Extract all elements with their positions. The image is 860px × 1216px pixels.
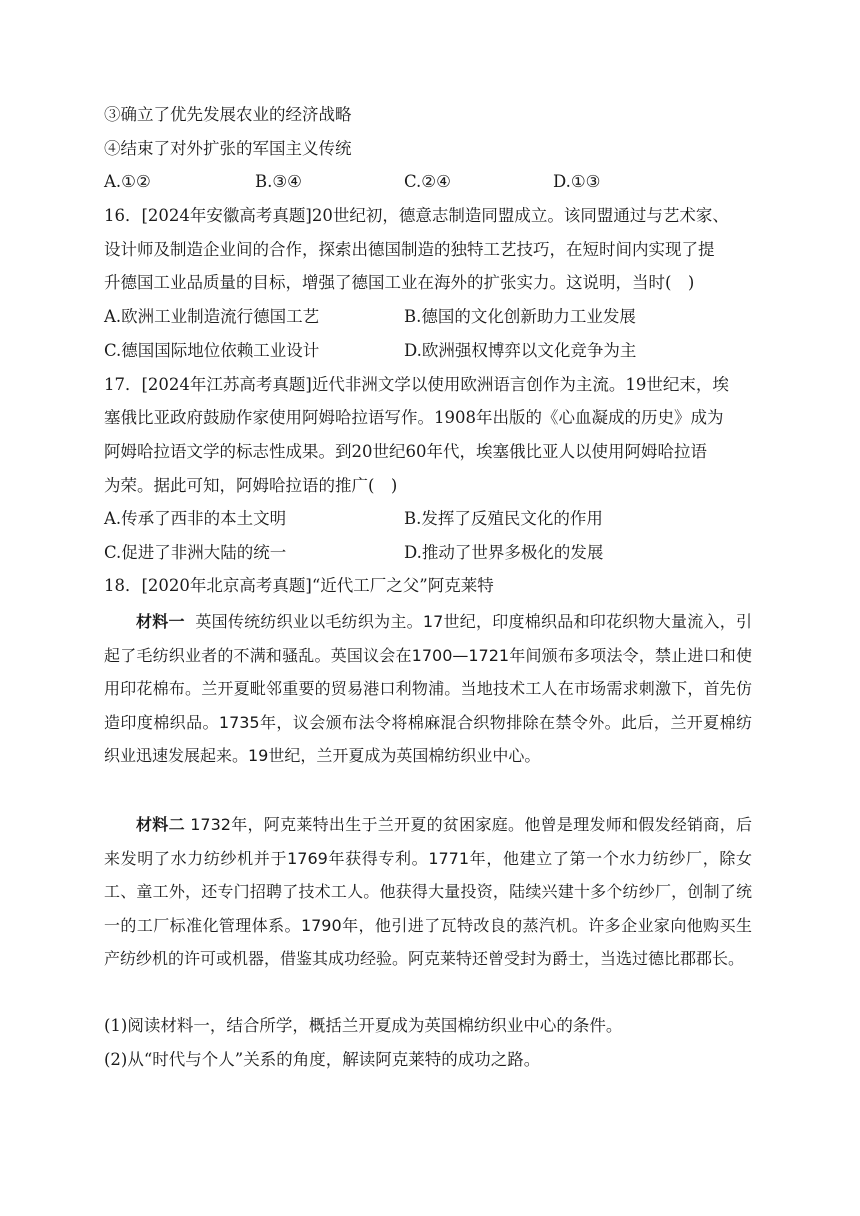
q17-option-c: C.促进了非洲大陆的统一 (104, 543, 287, 562)
q15-item-3: ③确立了优先发展农业的经济战略 (104, 105, 352, 124)
q17-option-a: A.传承了西非的本土文明 (104, 509, 287, 528)
q18-subquestion-2: (2)从“时代与个人”关系的角度，解读阿克莱特的成功之路。 (104, 1050, 541, 1069)
q17-stem-line-3: 阿姆哈拉语文学的标志性成果。到20世纪60年代，埃塞俄比亚人以使用阿姆哈拉语 (104, 442, 707, 461)
q18-material-1 (104, 605, 752, 773)
q18-material-2 (104, 808, 752, 976)
q17-stem-line-2: 塞俄比亚政府鼓励作家使用阿姆哈拉语写作。1908年出版的《心血凝成的历史》成为 (104, 408, 724, 427)
q16-stem-line-3: 升德国工业品质量的目标，增强了德国工业在海外的扩张实力。这说明，当时( ) (104, 273, 695, 292)
q16-option-d: D.欧洲强权博弈以文化竞争为主 (404, 341, 637, 360)
q15-option-a: A.①② (104, 172, 151, 191)
q16-option-c: C.德国国际地位依赖工业设计 (104, 341, 320, 360)
material-2-text: 1732年，阿克莱特出生于兰开夏的贫困家庭。他曾是理发师和假发经销商，后来发明了水力纺纱机并于1769年获得专利。1771年，他建立了第一个水力纺纱厂，除女工、童工外，还专门招聘了技术工人。他获得大量投资，陆续兴建十多个纺纱厂，创制了统一的工厂标准化管理体系。1790年，他引进了瓦特改良的蒸汽机。许多企业家向他购买生产纺纱机的许可或机器，借鉴其成功经验。阿克莱特还曾受封为爵士，当选过德比郡郡长。 (104, 815, 752, 969)
material-1-text: 英国传统纺织业以毛纺织为主。17世纪，印度棉织品和印花织物大量流入，引起了毛纺织业者的不满和骚乱。英国议会在1700—1721年间颁布多项法令，禁止进口和使用印花棉布。兰开夏毗邻重要的贸易港口利物浦。当地技术工人在市场需求刺激下，首先仿造印度棉织品。1735年，议会颁布法令将棉麻混合织物排除在禁令外。此后，兰开夏棉纺织业迅速发展起来。19世纪，兰开夏成为英国棉纺织业中心。 (104, 612, 752, 766)
q17-option-b: B.发挥了反殖民文化的作用 (404, 509, 603, 528)
material-1-label: 材料一 (136, 612, 185, 631)
q17-option-d: D.推动了世界多极化的发展 (404, 543, 604, 562)
q16-option-b: B.德国的文化创新助力工业发展 (404, 307, 636, 326)
q16-stem-line-1: 16．[2024年安徽高考真题]20世纪初，德意志制造同盟成立。该同盟通过与艺术家、 (104, 206, 729, 225)
q17-stem-line-4: 为荣。据此可知，阿姆哈拉语的推广( ) (104, 476, 398, 495)
q15-option-d: D.①③ (553, 172, 601, 191)
q16-stem-line-2: 设计师及制造企业间的合作，探索出德国制造的独特工艺技巧，在短时间内实现了提 (104, 240, 715, 259)
q16-option-a: A.欧洲工业制造流行德国工艺 (104, 307, 320, 326)
q15-option-c: C.②④ (404, 172, 451, 191)
q17-stem-line-1: 17．[2024年江苏高考真题]近代非洲文学以使用欧洲语言创作为主流。19世纪末，埃 (104, 375, 729, 394)
material-2-label: 材料二 (136, 815, 185, 834)
q15-option-b: B.③④ (255, 172, 302, 191)
q15-item-4: ④结束了对外扩张的军国主义传统 (104, 139, 352, 158)
q18-title: 18．[2020年北京高考真题]“近代工厂之父”阿克莱特 (104, 576, 494, 595)
q18-subquestion-1: (1)阅读材料一，结合所学，概括兰开夏成为英国棉纺织业中心的条件。 (104, 1016, 623, 1035)
